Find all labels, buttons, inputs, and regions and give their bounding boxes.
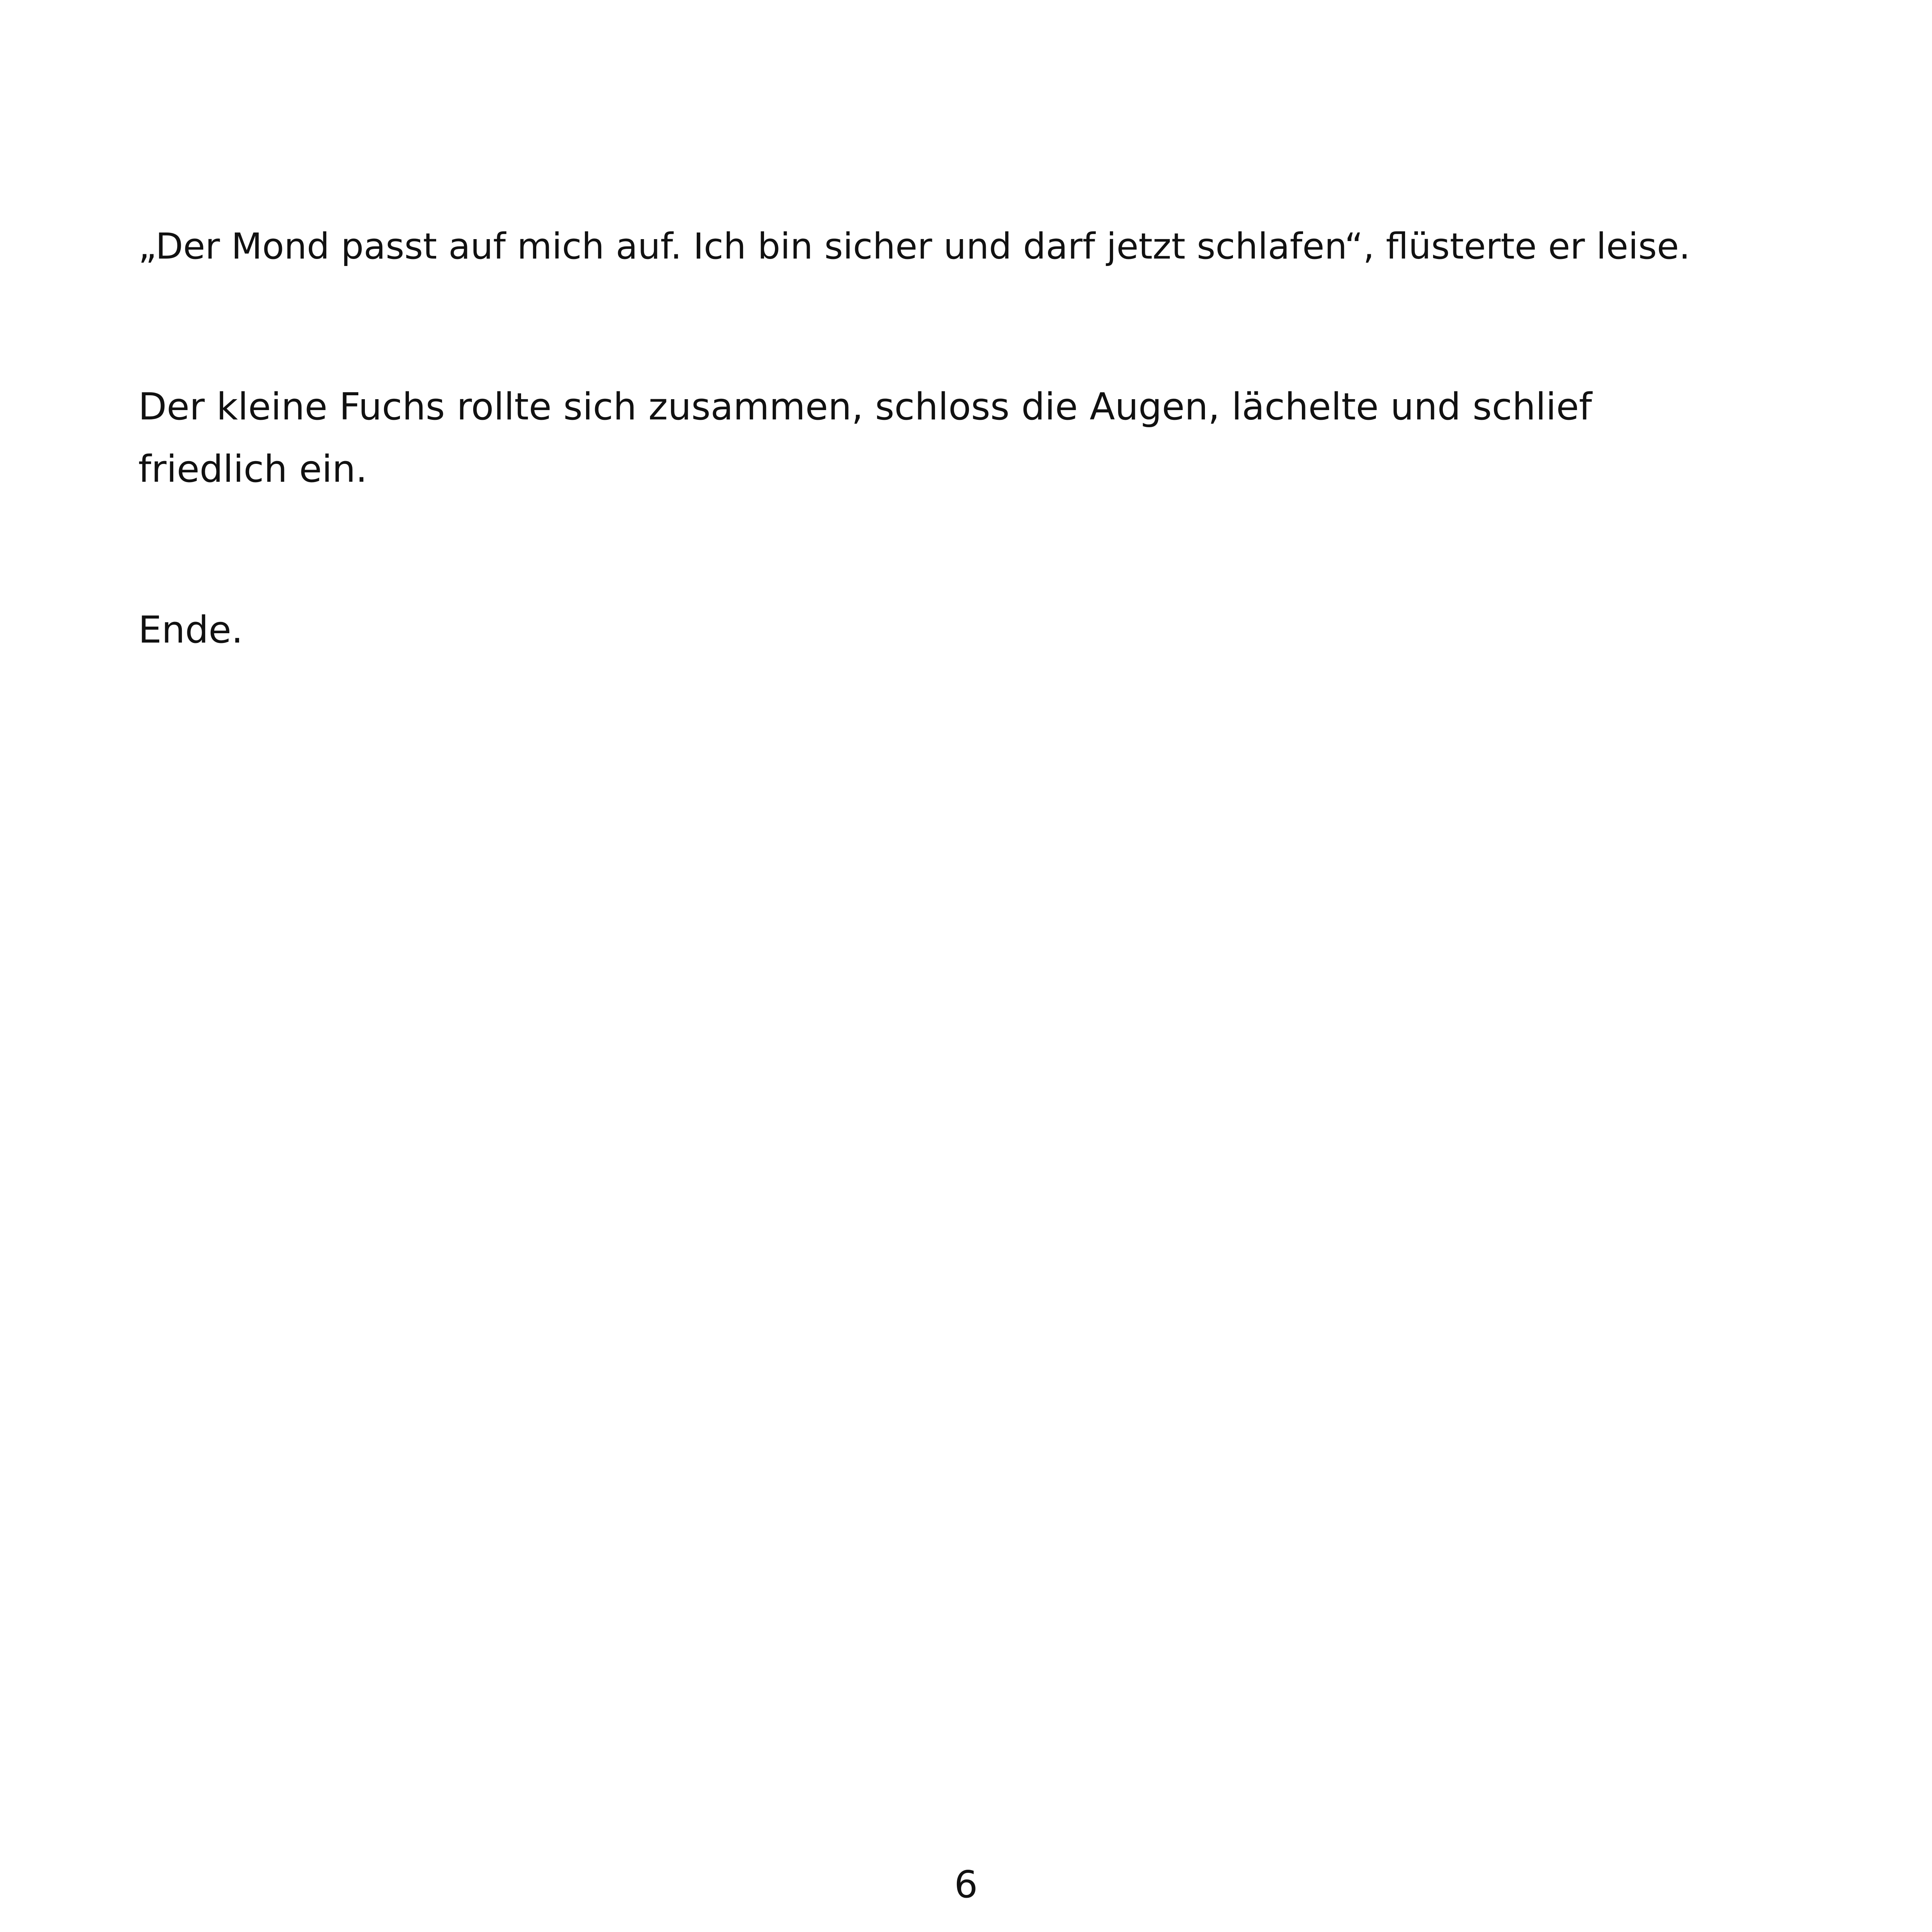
story-paragraph-2: Der kleine Fuchs rollte sich zusammen, schloss die Augen, lächelte und schlief friedlich ein. [138, 386, 1592, 491]
story-paragraph-1: „Der Mond passt auf mich auf. Ich bin sicher und darf jetzt schlafen“, flüsterte er leise. [138, 225, 1691, 267]
story-ending: Ende. [138, 609, 243, 652]
page-number: 6 [954, 1863, 978, 1906]
